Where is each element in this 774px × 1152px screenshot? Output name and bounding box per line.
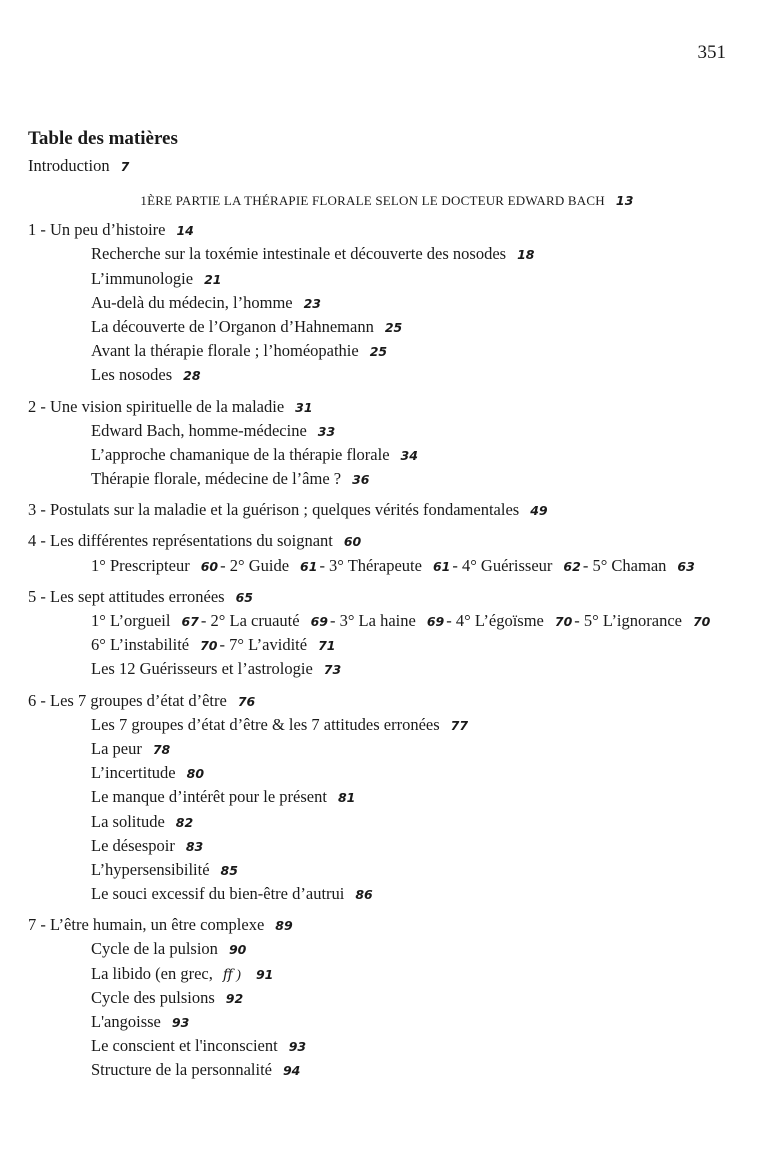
page-ref: 70 [200,638,218,654]
page-ref: 25 [384,319,403,335]
page-ref: 78 [152,741,171,757]
part-heading [28,186,748,216]
chapter-5 [28,585,748,609]
page-number: 351 [697,42,726,63]
entry-label: Les 7 groupes d’état d’être & les 7 attitudes erronées [91,714,440,734]
page-ref: 34 [400,447,418,463]
chapter-6 [28,689,748,713]
toc-title: Table des matières [28,128,178,149]
entry-label: L’hypersensibilité [91,859,210,879]
chapter-label: 7 - L’être humain, un être complexe [28,915,265,935]
page-ref: 62 [563,558,581,574]
entry-label: Cycle des pulsions [91,987,215,1007]
page-ref: 13 [615,193,634,209]
chapter-1 [28,218,748,242]
page-ref: 60 [343,534,362,550]
chapter-label: 4 - Les différentes représentations du soignant [28,531,333,551]
page-ref: 82 [175,814,194,830]
page-ref: 81 [337,790,356,806]
chapter-2 [28,395,748,419]
toc-subentry [28,657,748,681]
page-ref: 89 [275,918,293,934]
entry-label: - 3° La haine [329,611,416,630]
table-of-contents [28,124,748,1083]
page-ref: 25 [369,344,388,360]
entry-label: Introduction [28,156,110,175]
page-ref: 90 [228,942,247,958]
page-ref: 91 [255,966,274,982]
entry-label: Le manque d’intérêt pour le présent [91,787,327,807]
chapter-label: 5 - Les sept attitudes erronées [28,586,225,606]
page-ref: 93 [171,1015,190,1030]
entry-label: Recherche sur la toxémie intestinale et découverte des nosodes [91,244,507,264]
toc-subentry [28,554,748,578]
entry-label: 1° L’orgueil [91,611,171,630]
toc-subentry [28,339,748,363]
page-ref: 61 [432,558,451,574]
toc-subentry [28,315,748,339]
page-ref: 85 [220,862,238,878]
entry-label: L'angoisse [91,1012,161,1031]
toc-subentry [28,1010,748,1034]
page-ref: 14 [176,223,194,239]
toc-entry-introduction [28,154,748,178]
chapter-label: 3 - Postulats sur la maladie et la guérison ; quelques vérités fondamentales [28,500,520,520]
toc-subentry [28,986,748,1010]
page-ref: 77 [450,717,469,733]
entry-label: Structure de la personnalité [91,1060,272,1080]
entry-label: La libido (en grec, [91,963,213,983]
toc-subentry [28,882,748,906]
chapter-7 [28,913,748,937]
toc-subentry [28,443,748,467]
page-ref: 69 [426,614,445,629]
entry-label: Le conscient et l'inconscient [91,1036,278,1056]
entry-label: Les 12 Guérisseurs et l’astrologie [91,659,313,679]
entry-label: Le souci excessif du bien-être d’autrui [91,884,345,904]
page-ref: 18 [517,247,535,263]
entry-label: L’immunologie [91,268,194,288]
toc-subentry [28,419,748,443]
entry-label: - 7° L’avidité [219,635,308,655]
page-ref: 76 [237,693,256,709]
page-ref: 70 [692,614,711,629]
entry-label: La solitude [91,811,165,831]
entry-label: L’incertitude [91,763,176,783]
toc-subentry [28,810,748,834]
entry-label: Edward Bach, homme-médecine [91,420,307,440]
chapter-label: 1 - Un peu d’histoire [28,220,166,240]
page-ref: 61 [300,558,318,574]
toc-subentry [28,1058,748,1082]
entry-label: - 4° L’égoïsme [446,611,544,630]
entry-label: - 3° Thérapeute [319,555,422,575]
page-ref: 49 [530,503,548,519]
chapter-label: 6 - Les 7 groupes d’état d’être [28,690,227,710]
part-label: 1ÈRE PARTIE LA THÉRAPIE FLORALE SELON LE DOCTEUR EDWARD BACH [140,193,605,209]
entry-label: La peur [91,738,142,758]
page-ref: 71 [318,638,336,654]
page-ref: 73 [323,662,342,678]
page-ref: 67 [181,614,199,629]
page-ref: 86 [355,887,373,903]
toc-subentry [28,785,748,809]
entry-label: Avant la thérapie florale ; l’homéopathie [91,341,359,361]
entry-label: Au-delà du médecin, l’homme [91,292,293,312]
page-ref: 7 [120,159,130,174]
entry-label: 1° Prescripteur [91,555,190,575]
greek-symbol: ﬀ ) [222,967,241,983]
entry-label: Le désespoir [91,835,175,855]
toc-subentry [28,242,748,266]
page-ref: 28 [183,368,201,384]
toc-subentry [28,858,748,882]
entry-label: 6° L’instabilité [91,635,190,655]
toc-subentry [28,467,748,491]
toc-subentry [28,834,748,858]
toc-subentry [28,363,748,387]
entry-label: La découverte de l’Organon d’Hahnemann [91,316,374,336]
toc-subentry [28,267,748,291]
toc-subentry [28,713,748,737]
page-ref: 60 [200,558,219,574]
page-ref: 94 [282,1063,301,1079]
entry-label: Les nosodes [91,365,173,385]
page-ref: 33 [317,423,336,439]
entry-label: Cycle de la pulsion [91,939,218,959]
toc-subentry [28,633,748,657]
page-ref: 80 [186,766,205,782]
page-ref: 21 [204,271,222,287]
toc-subentry [28,962,748,986]
entry-label: - 4° Guérisseur [452,555,553,575]
chapter-3 [28,498,748,522]
chapter-4 [28,529,748,553]
page-ref: 36 [352,472,370,488]
toc-subentry [28,291,748,315]
entry-label: - 5° Chaman [582,555,667,575]
page-ref: 83 [185,838,204,854]
entry-label: - 5° L’ignorance [574,611,682,630]
toc-subentry [28,609,748,633]
toc-subentry [28,937,748,961]
page-ref: 65 [235,589,253,605]
page-ref: 63 [677,558,695,574]
page-ref: 23 [303,295,322,311]
page-ref: 69 [310,614,328,629]
toc-subentry [28,1034,748,1058]
page-ref: 31 [295,399,313,415]
page-ref: 93 [288,1039,307,1055]
toc-subentry [28,737,748,761]
toc-subentry [28,761,748,785]
page-ref: 70 [554,614,573,629]
entry-label: L’approche chamanique de la thérapie florale [91,444,390,464]
entry-label: - 2° Guide [220,555,290,575]
entry-label: - 2° La cruauté [200,611,300,630]
page-ref: 92 [225,990,244,1006]
entry-label: Thérapie florale, médecine de l’âme ? [91,469,342,489]
chapter-label: 2 - Une vision spirituelle de la maladie [28,396,285,416]
